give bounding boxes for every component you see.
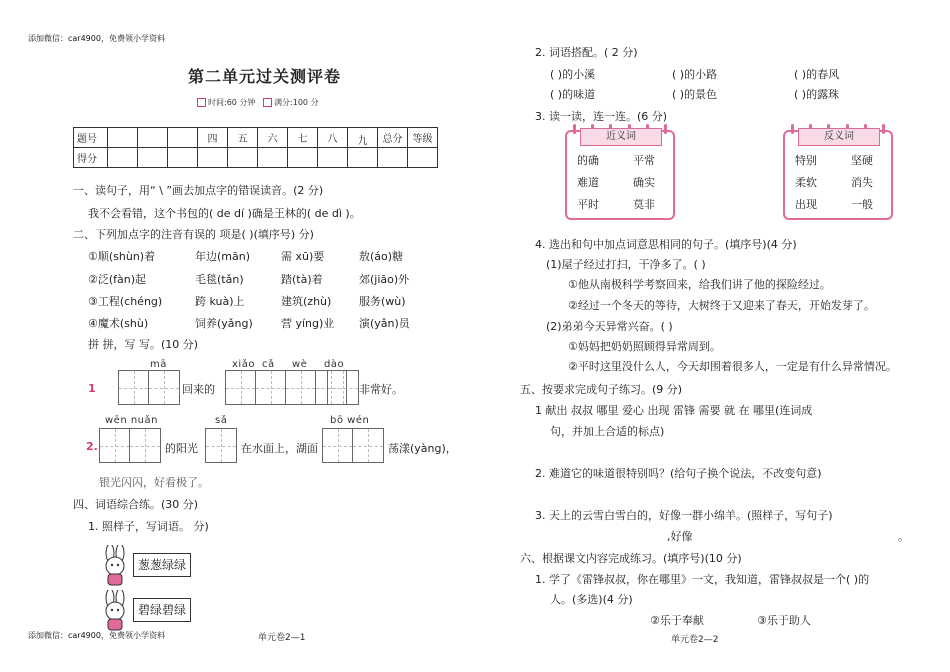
text-fragment: 非常好。 (359, 383, 403, 396)
question-2-row (88, 271, 409, 287)
question-5-1: 1 献出 叔叔 哪里 爱心 出现 雷锋 需要 就 在 哪里(连词成 (535, 404, 813, 417)
pair-item: ( )的春风 (794, 68, 840, 81)
check-icon (263, 98, 272, 107)
synonym-card (565, 130, 675, 220)
item-number: 2. (86, 440, 98, 453)
option[interactable]: ②乐于奉献 (650, 614, 704, 627)
writing-grid[interactable] (322, 428, 384, 463)
pinyin-label: cǎ (262, 359, 275, 370)
word-item[interactable]: 坚硬 (851, 154, 873, 167)
watermark-top: 添加微信：car4900，免费领小学资料 (28, 34, 165, 43)
text-fragment: 银光闪闪，好看极了。 (99, 476, 209, 489)
sub-question: (2)弟弟今天异常兴奋。( ) (546, 320, 673, 333)
full-score-text: 满分:100 分 (274, 98, 319, 107)
choice-sentence: ②经过一个冬天的等待，大树终于又迎来了春天，开始发芽了。 (568, 299, 875, 312)
text-fragment: 在水面上，湖面 (241, 442, 318, 455)
question-2-row (88, 248, 403, 264)
word-item[interactable]: 消失 (851, 176, 873, 189)
choice-sentence: ①妈妈把奶奶照顾得异常周到。 (568, 340, 721, 353)
score-cell: 等级 (408, 128, 438, 148)
writing-grid[interactable] (327, 370, 359, 405)
score-cell: 八 (318, 128, 348, 148)
rabbit-icon (96, 545, 134, 590)
question-6-1-cont: 人。(多选)(4 分) (550, 593, 633, 606)
score-input[interactable] (318, 148, 348, 168)
writing-cell[interactable] (353, 429, 383, 462)
score-cell: 六 (258, 128, 288, 148)
score-cell: 九 (348, 128, 378, 148)
word-item[interactable]: 难道 (577, 176, 599, 189)
score-input[interactable] (288, 148, 318, 168)
pair-row (550, 86, 839, 102)
score-cell: 题号 (74, 128, 108, 148)
option: 郊(jiāo)外 (359, 273, 410, 286)
pair-item: ( )的小路 (672, 68, 718, 81)
option: 建筑(zhù) (281, 295, 332, 308)
option: 营 yíng)业 (281, 317, 335, 330)
writing-cell[interactable] (256, 371, 286, 404)
rabbit-icon (96, 590, 134, 635)
option: 踏(tà)着 (281, 273, 323, 286)
question-6-heading: 六、根据课文内容完成练习。(填序号)(10 分) (520, 552, 742, 565)
pinyin-label: wè (292, 359, 308, 370)
writing-cell[interactable] (323, 429, 353, 462)
word-item[interactable]: 平常 (633, 154, 655, 167)
writing-grid[interactable] (118, 370, 180, 405)
question-1-sentence: 我不会看错，这个书包的( de dí )确是王林的( de dì )。 (88, 207, 361, 220)
option: 敖(áo)糖 (359, 250, 404, 263)
pair-item: ( )的景色 (672, 88, 718, 101)
choice-sentence: ②平时这里没什么人，今天却围着很多人，一定是有什么异常情况。 (568, 360, 897, 373)
score-cell (108, 128, 138, 148)
page-title: 第二单元过关测评卷 (188, 67, 342, 86)
score-cell (168, 128, 198, 148)
word-item[interactable]: 特别 (795, 154, 817, 167)
word-item[interactable]: 确实 (633, 176, 655, 189)
score-input[interactable] (198, 148, 228, 168)
text-fragment: 荡漾(yàng)， (388, 442, 457, 455)
sub-question: (1)屋子经过打扫，干净多了。( ) (546, 258, 706, 271)
antonym-card (783, 130, 893, 220)
footer-page-left: 单元卷2—1 (258, 633, 306, 643)
option: 服务(wù) (359, 295, 406, 308)
question-4-3: 3. 读一读，连一连。(6 分) (535, 110, 668, 123)
writing-cell[interactable] (130, 429, 160, 462)
pinyin-label: wēn nuǎn (105, 415, 158, 426)
check-icon (197, 98, 206, 107)
question-5-3: 3. 天上的云雪白雪白的，好像一群小绵羊。(照样子，写句子) (535, 509, 833, 522)
writing-cell[interactable] (286, 371, 316, 404)
choice-sentence: ①他从南极科学考察回来，给我们讲了他的探险经过。 (568, 278, 831, 291)
question-4-2: 2. 词语搭配。( 2 分) (535, 46, 638, 59)
pair-item: ( )的小溪 (550, 68, 596, 81)
pair-item: ( )的露珠 (794, 88, 840, 101)
word-item[interactable]: 莫非 (633, 198, 655, 211)
pinyin-label: xiǎo (232, 359, 255, 370)
option: 需 xū)要 (281, 250, 325, 263)
score-input[interactable] (108, 148, 138, 168)
score-table-header-row (74, 128, 438, 148)
word-item[interactable]: 一般 (851, 198, 873, 211)
footer-page-right: 单元卷2—2 (671, 635, 719, 645)
time-text: 时间:60 分钟 (208, 98, 256, 107)
score-cell: 七 (288, 128, 318, 148)
question-4-sub1: 1. 照样子，写词语。 分) (88, 520, 209, 533)
synonym-card-title: 近义词 (580, 128, 662, 146)
option: ②泛(fàn)起 (88, 273, 147, 286)
score-table (73, 127, 438, 168)
question-2-heading: 二、下列加点字的注音有误的 项是( )(填序号) 分) (73, 228, 314, 241)
writing-grid[interactable] (99, 428, 161, 463)
writing-cell[interactable] (226, 371, 256, 404)
pinyin-label: bō wén (330, 415, 370, 426)
score-table-score-row (74, 148, 438, 168)
question-3-heading: 拼 拼，写 写。(10 分) (88, 338, 199, 351)
score-label: 得分 (74, 148, 108, 168)
score-cell: 四 (198, 128, 228, 148)
option: ①顺(shùn)着 (88, 250, 156, 263)
text-fragment: 回来的 (182, 383, 215, 396)
question-5-heading: 五、按要求完成句子练习。(9 分) (520, 383, 683, 396)
pinyin-label: mā (150, 359, 167, 370)
writing-cell[interactable] (149, 371, 179, 404)
option: ③工程(chéng) (88, 295, 163, 308)
question-5-2: 2. 难道它的味道很特别吗？(给句子换个说法，不改变句意) (535, 467, 822, 480)
option: 跨 kuà)上 (195, 295, 245, 308)
question-2-row (88, 315, 410, 331)
question-5-1-cont: 句，并加上合适的标点) (550, 425, 665, 438)
watermark-bottom: 添加微信：car4900，免费领小学资料 (28, 631, 165, 640)
word-item[interactable]: 出现 (795, 198, 817, 211)
option: 年边(mān) (195, 250, 251, 263)
score-input[interactable] (348, 148, 378, 168)
score-input[interactable] (228, 148, 258, 168)
example-word-box: 碧绿碧绿 (133, 598, 191, 622)
exam-meta (197, 97, 319, 108)
example-word-box: 葱葱绿绿 (133, 553, 191, 577)
option: 演(yǎn)员 (359, 317, 410, 330)
text-fragment: 的阳光 (165, 442, 198, 455)
pair-item: ( )的味道 (550, 88, 596, 101)
writing-cell[interactable] (206, 429, 236, 462)
answer-end: 。 (898, 530, 909, 543)
score-input[interactable] (138, 148, 168, 168)
score-cell: 总分 (378, 128, 408, 148)
option: ④魔术(shù) (88, 317, 149, 330)
option: 毛毯(tǎn) (195, 273, 244, 286)
question-1-heading: 一、读句子，用“ \ ”画去加点字的错误读音。(2 分) (73, 184, 324, 197)
score-input[interactable] (378, 148, 408, 168)
question-6-1: 1. 学了《雷锋叔叔，你在哪里》一文，我知道，雷锋叔叔是一个( )的 (535, 573, 870, 586)
writing-cell[interactable] (328, 371, 358, 404)
writing-cell[interactable] (100, 429, 130, 462)
score-input[interactable] (168, 148, 198, 168)
item-number: 1 (88, 382, 96, 395)
question-4-4: 4. 选出和句中加点词意思相同的句子。(填序号)(4 分) (535, 238, 797, 251)
option: 饲养(yǎng) (195, 317, 253, 330)
writing-grid[interactable] (205, 428, 237, 463)
score-input[interactable] (408, 148, 438, 168)
score-input[interactable] (258, 148, 288, 168)
score-cell: 五 (228, 128, 258, 148)
pinyin-label: dào (324, 359, 345, 370)
word-item[interactable]: 柔软 (795, 176, 817, 189)
pinyin-label: sǎ (215, 415, 228, 426)
pair-row (550, 66, 839, 82)
word-item[interactable]: 的确 (577, 154, 599, 167)
question-4-heading: 四、词语综合练。(30 分) (73, 498, 199, 511)
antonym-card-title: 反义词 (798, 128, 880, 146)
score-cell (138, 128, 168, 148)
question-2-row (88, 293, 406, 309)
option[interactable]: ③乐于助人 (757, 614, 811, 627)
writing-cell[interactable] (119, 371, 149, 404)
answer-blank-text: ,好像 (667, 530, 693, 543)
word-item[interactable]: 平时 (577, 198, 599, 211)
